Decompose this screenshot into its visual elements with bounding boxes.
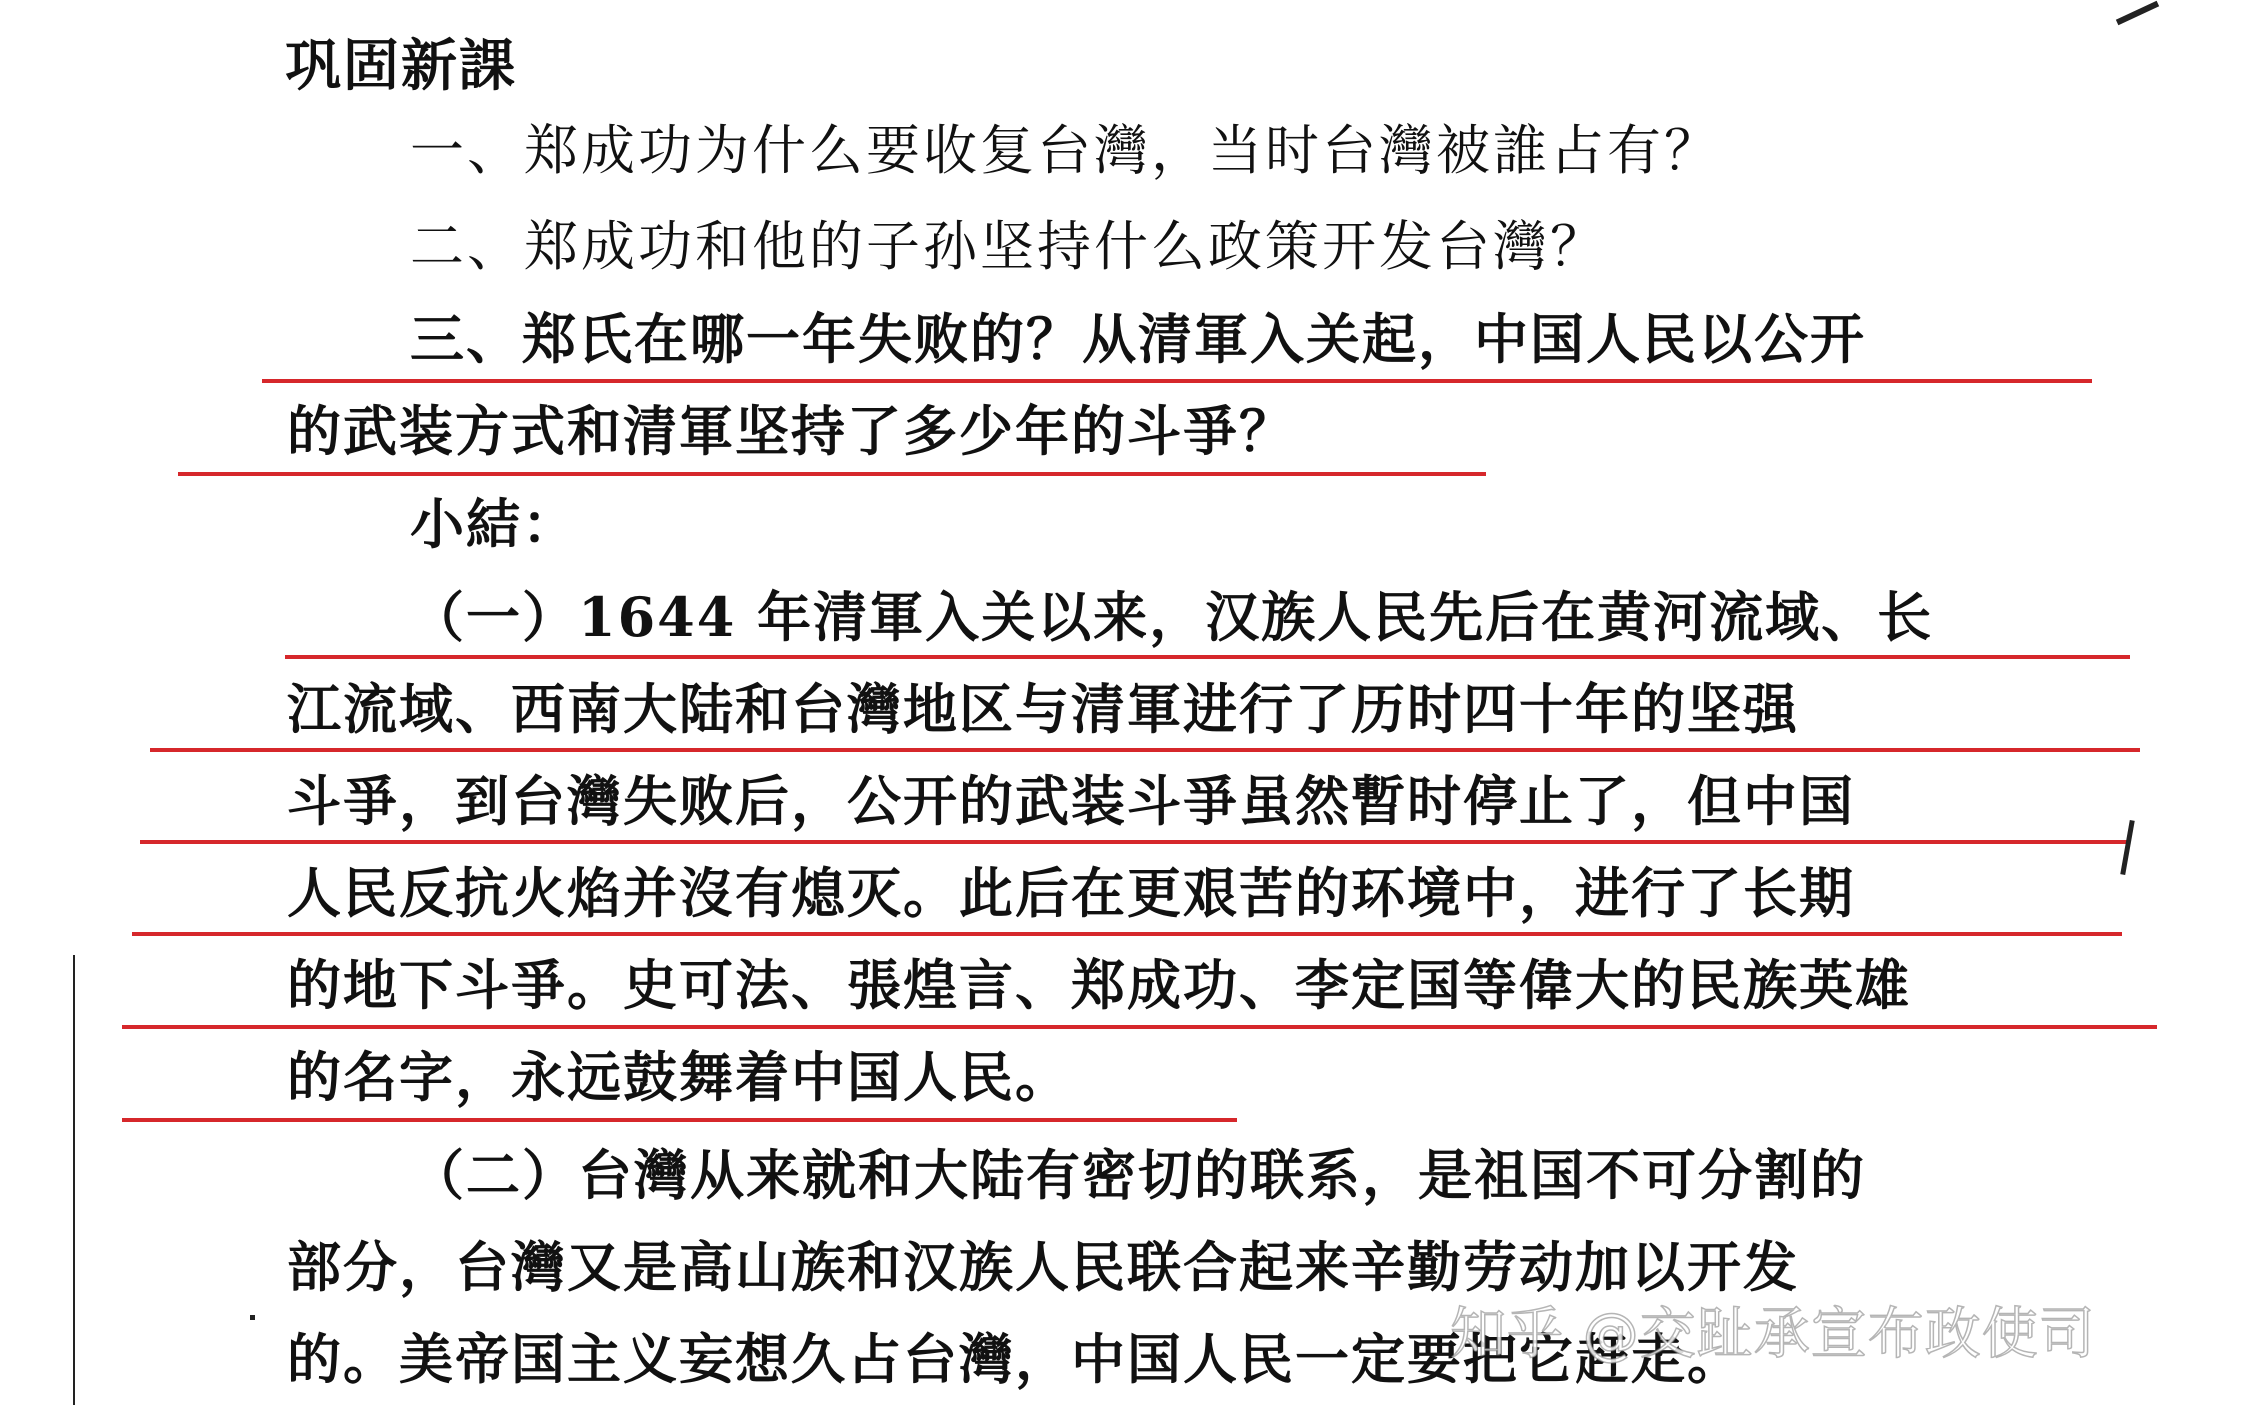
question-2: 二、郑成功和他的子孙坚持什么政策开发台灣？ — [410, 215, 1607, 278]
question-3-line-1: 三、郑氏在哪一年失败的？从清軍入关起，中国人民以公开 — [410, 307, 1866, 371]
scan-margin-line — [73, 955, 75, 1405]
summary-one-line-2: 江流域、西南大陆和台灣地区与清軍进行了历时四十年的坚强 — [287, 677, 1799, 741]
summary-one-line-3: 斗爭，到台灣失败后，公开的武装斗爭虽然暫时停止了，但中国 — [287, 769, 1855, 833]
summary-title: 小結： — [410, 492, 578, 556]
watermark: 知乎 @交趾承宣布政使司 — [1450, 1302, 2096, 1367]
lesson-heading: 巩固新課 — [285, 34, 517, 99]
red-underline — [178, 472, 1486, 476]
red-underline — [132, 932, 2122, 936]
summary-two-line-3: 的。美帝国主义妄想久占台灣，中国人民一定要把它赶走。 — [287, 1327, 1743, 1391]
summary-two-line-2: 部分，台灣又是高山族和汉族人民联合起来辛勤劳动加以开发 — [287, 1235, 1799, 1299]
summary-two-line-1: （二）台灣从来就和大陆有密切的联系，是祖国不可分割的 — [410, 1143, 1866, 1207]
summary-one-line-5: 的地下斗爭。史可法、張煌言、郑成功、李定国等偉大的民族英雄 — [287, 953, 1911, 1017]
scan-speck — [2120, 820, 2134, 875]
red-underline — [262, 379, 2092, 383]
question-1: 一、郑成功为什么要收复台灣，当时台灣被誰占有？ — [410, 119, 1721, 182]
red-underline — [122, 1025, 2157, 1029]
summary-one-line-1: （一）1644 年清軍入关以来，汉族人民先后在黄河流域、长 — [410, 585, 1934, 649]
question-3-line-2: 的武装方式和清軍坚持了多少年的斗爭？ — [287, 399, 1295, 463]
red-underline — [122, 1118, 1237, 1122]
scan-speck — [250, 1315, 255, 1320]
scan-speck — [2116, 1, 2159, 25]
summary-one-line-6: 的名字，永远鼓舞着中国人民。 — [287, 1045, 1071, 1109]
red-underline — [285, 655, 2130, 659]
summary-one-line-4: 人民反抗火焰并沒有熄灭。此后在更艰苦的环境中，进行了长期 — [287, 861, 1855, 925]
red-underline — [140, 840, 2130, 844]
red-underline — [150, 748, 2140, 752]
